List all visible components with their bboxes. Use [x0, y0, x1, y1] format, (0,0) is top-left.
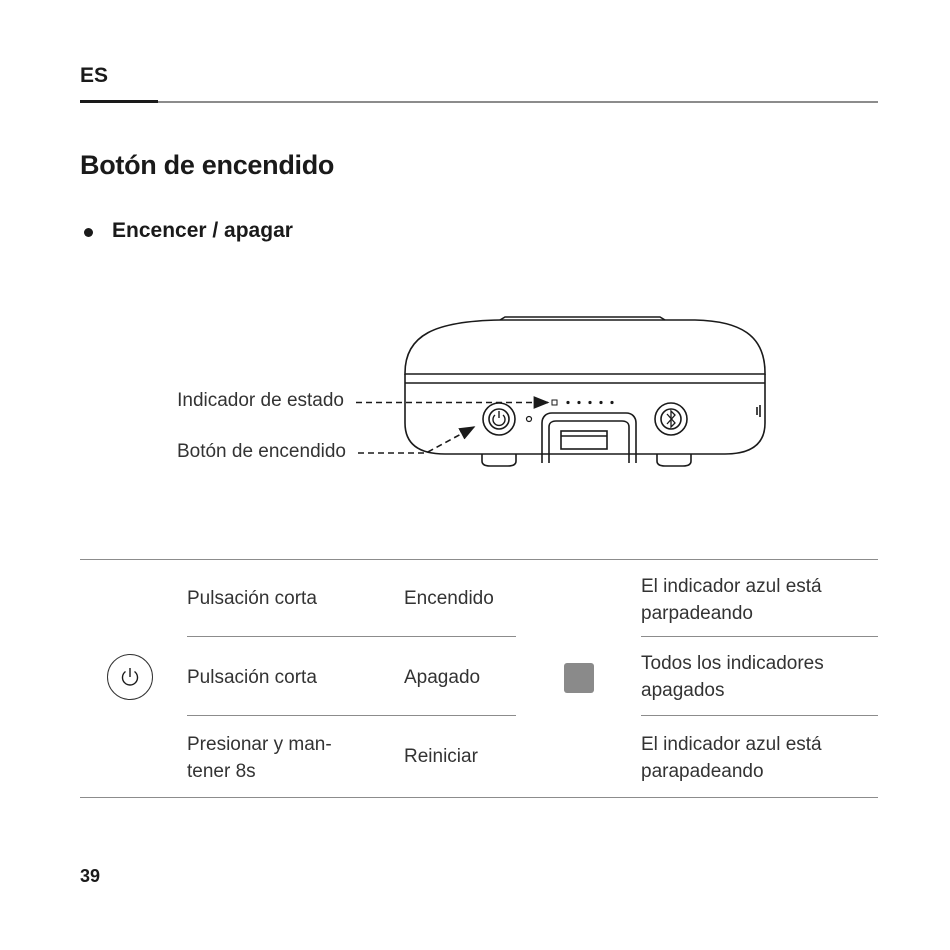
row-divider [187, 636, 516, 637]
callout-status-indicator: Indicador de estado [177, 390, 344, 411]
row-divider [641, 636, 878, 637]
row3-indicator-line2: parapadeando [641, 761, 764, 782]
row1-action: Pulsación corta [187, 588, 317, 609]
device-illustration [330, 305, 780, 475]
row1-indicator-line1: El indicador azul está [641, 576, 822, 597]
row3-action-line2: tener 8s [187, 761, 256, 782]
bullet-icon [84, 228, 93, 237]
callout-power-button: Botón de encendido [176, 441, 346, 462]
row2-result: Apagado [404, 667, 481, 688]
header-rule-accent [80, 100, 158, 103]
page-title: Botón de encendido [80, 150, 335, 180]
page-number: 39 [80, 866, 101, 886]
row1-indicator-line2: parpadeando [641, 603, 753, 624]
row2-indicator-line2: apagados [641, 680, 725, 701]
row3-result: Reiniciar [404, 746, 478, 767]
row3-indicator-line1: El indicador azul está [641, 734, 822, 755]
table-bottom-rule [80, 797, 878, 798]
section-subtitle: Encencer / apagar [112, 219, 293, 242]
row3-action-line1: Presionar y man- [187, 734, 332, 755]
header-rule [80, 101, 878, 103]
language-label: ES [80, 64, 109, 87]
row2-indicator-line1: Todos los indicadores [641, 653, 824, 674]
power-icon [107, 654, 153, 700]
led-indicator-icon [564, 663, 594, 693]
row2-action: Pulsación corta [187, 667, 317, 688]
row-divider [187, 715, 516, 716]
row-divider [641, 715, 878, 716]
table-top-rule [80, 559, 878, 560]
row1-result: Encendido [404, 588, 494, 609]
